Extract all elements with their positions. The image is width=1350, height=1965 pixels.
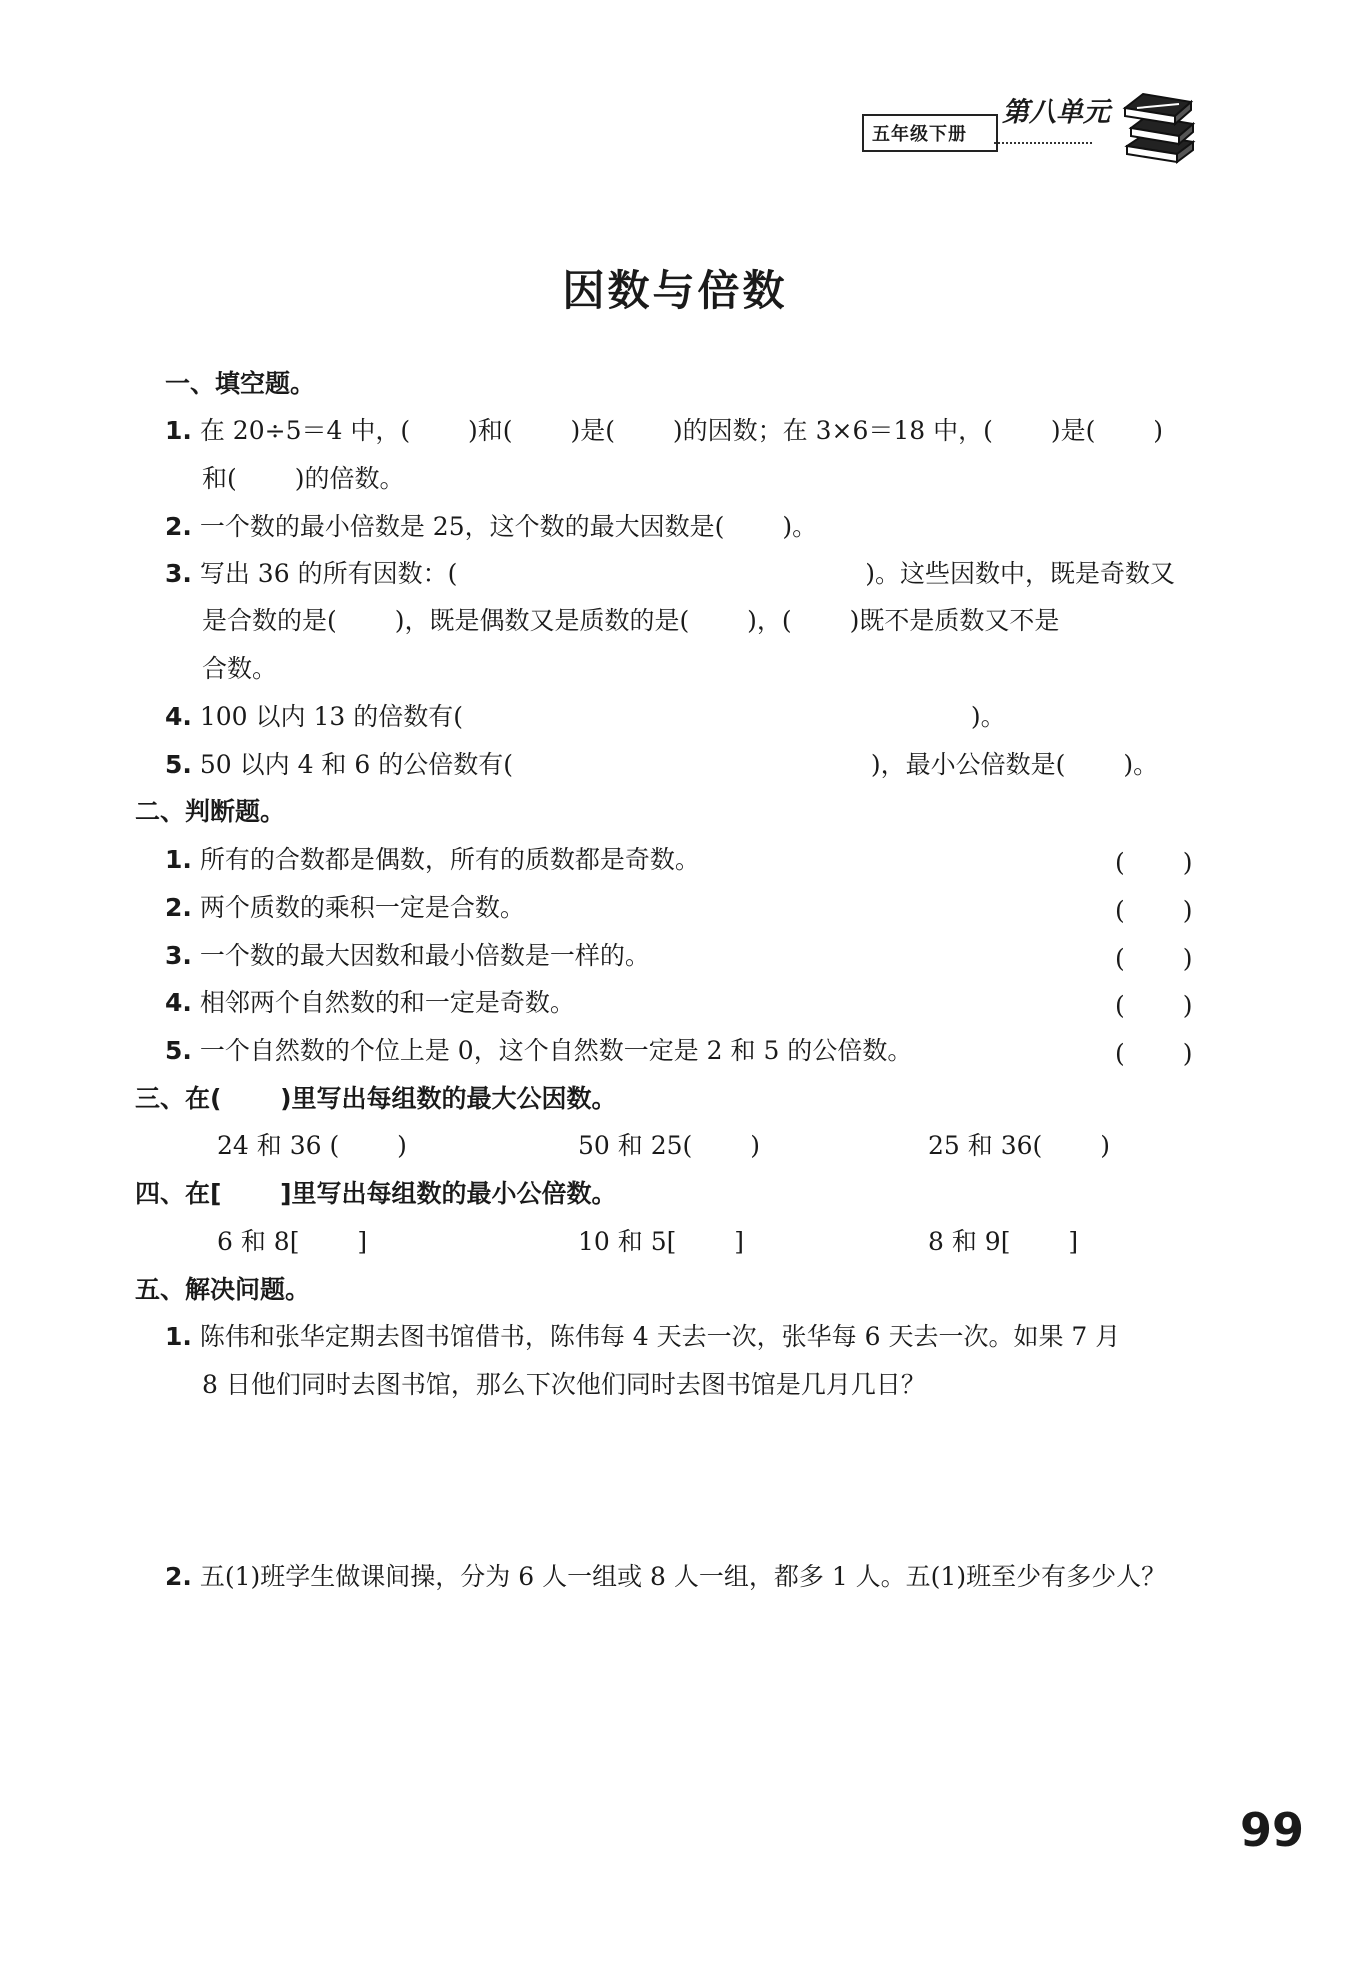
problem-1-cont: 8 日他们同时去图书馆，那么下次他们同时去图书馆是几月几日？ xyxy=(202,1370,926,1399)
judge-item xyxy=(165,1034,912,1068)
judge-item xyxy=(165,891,525,925)
lcm-item: 10 和 5[ ] xyxy=(578,1227,745,1256)
question-number: 3. xyxy=(165,941,192,970)
answer-bracket[interactable]: ( ) xyxy=(1115,1039,1193,1068)
question-number: 1. xyxy=(165,416,192,445)
question-text: 100 以内 13 的倍数有( )。 xyxy=(199,702,1006,731)
question-number: 1. xyxy=(165,845,192,874)
section-4-heading: 四、在[ ]里写出每组数的最小公倍数。 xyxy=(135,1179,617,1208)
problem-2 xyxy=(165,1560,1166,1594)
lcm-item: 8 和 9[ ] xyxy=(928,1227,1079,1256)
worksheet-content xyxy=(135,0,1205,1700)
question-text: 五(1)班学生做课间操，分为 6 人一组或 8 人一组，都多 1 人。五(1)班至少有多少人？ xyxy=(199,1562,1167,1591)
question-number: 1. xyxy=(165,1322,192,1351)
section-1-heading: 一、填空题。 xyxy=(165,369,316,398)
question-number: 2. xyxy=(165,512,192,541)
gcf-item: 24 和 36 ( ) xyxy=(217,1131,407,1160)
question-text: 陈伟和张华定期去图书馆借书，陈伟每 4 天去一次，张华每 6 天去一次。如果 7 月 xyxy=(199,1322,1121,1351)
question-number: 2. xyxy=(165,1562,192,1591)
question-number: 5. xyxy=(165,750,192,779)
fill-question-5 xyxy=(165,748,1158,782)
question-number: 5. xyxy=(165,1036,192,1065)
fill-question-1 xyxy=(165,414,1163,448)
fill-question-3-cont: 是合数的是( )，既是偶数又是质数的是( )，( )既不是质数又不是 xyxy=(202,606,1060,635)
fill-question-4 xyxy=(165,700,1006,734)
question-text: 两个质数的乘积一定是合数。 xyxy=(199,893,525,922)
lcm-item: 6 和 8[ ] xyxy=(217,1227,368,1256)
page-number: 99 xyxy=(1240,1803,1305,1857)
question-text: 相邻两个自然数的和一定是奇数。 xyxy=(199,988,575,1017)
judge-item xyxy=(165,986,575,1020)
section-2-heading: 二、判断题。 xyxy=(135,797,286,826)
page-title: 因数与倍数 xyxy=(562,266,788,315)
question-text: 一个自然数的个位上是 0，这个自然数一定是 2 和 5 的公倍数。 xyxy=(199,1036,913,1065)
question-text: 一个数的最大因数和最小倍数是一样的。 xyxy=(199,941,650,970)
fill-question-3-cont2: 合数。 xyxy=(202,654,278,683)
question-number: 4. xyxy=(165,702,192,731)
judge-item xyxy=(165,939,650,973)
unit-label: 第八单元 xyxy=(1002,97,1110,128)
fill-question-3 xyxy=(165,557,1175,591)
question-text: 50 以内 4 和 6 的公倍数有( )，最小公倍数是( )。 xyxy=(199,750,1159,779)
question-number: 4. xyxy=(165,988,192,1017)
question-text: 在 20÷5＝4 中，( )和( )是( )的因数；在 3×6＝18 中，( )是( ) xyxy=(199,416,1164,445)
answer-bracket[interactable]: ( ) xyxy=(1115,896,1193,925)
answer-bracket[interactable]: ( ) xyxy=(1115,848,1193,877)
question-text: 一个数的最小倍数是 25，这个数的最大因数是( )。 xyxy=(199,512,818,541)
section-3-heading: 三、在( )里写出每组数的最大公因数。 xyxy=(135,1084,617,1113)
judge-item xyxy=(165,843,700,877)
gcf-item: 25 和 36( ) xyxy=(928,1131,1110,1160)
grade-label: 五年级下册 xyxy=(872,124,967,145)
question-text: 写出 36 的所有因数：( )。这些因数中，既是奇数又 xyxy=(199,559,1176,588)
question-number: 2. xyxy=(165,893,192,922)
fill-question-2 xyxy=(165,510,817,544)
answer-bracket[interactable]: ( ) xyxy=(1115,944,1193,973)
section-5-heading: 五、解决问题。 xyxy=(135,1275,311,1304)
question-number: 3. xyxy=(165,559,192,588)
problem-1 xyxy=(165,1320,1120,1354)
answer-bracket[interactable]: ( ) xyxy=(1115,991,1193,1020)
fill-question-1-cont: 和( )的倍数。 xyxy=(202,464,405,493)
gcf-item: 50 和 25( ) xyxy=(578,1131,760,1160)
question-text: 所有的合数都是偶数，所有的质数都是奇数。 xyxy=(199,845,700,874)
